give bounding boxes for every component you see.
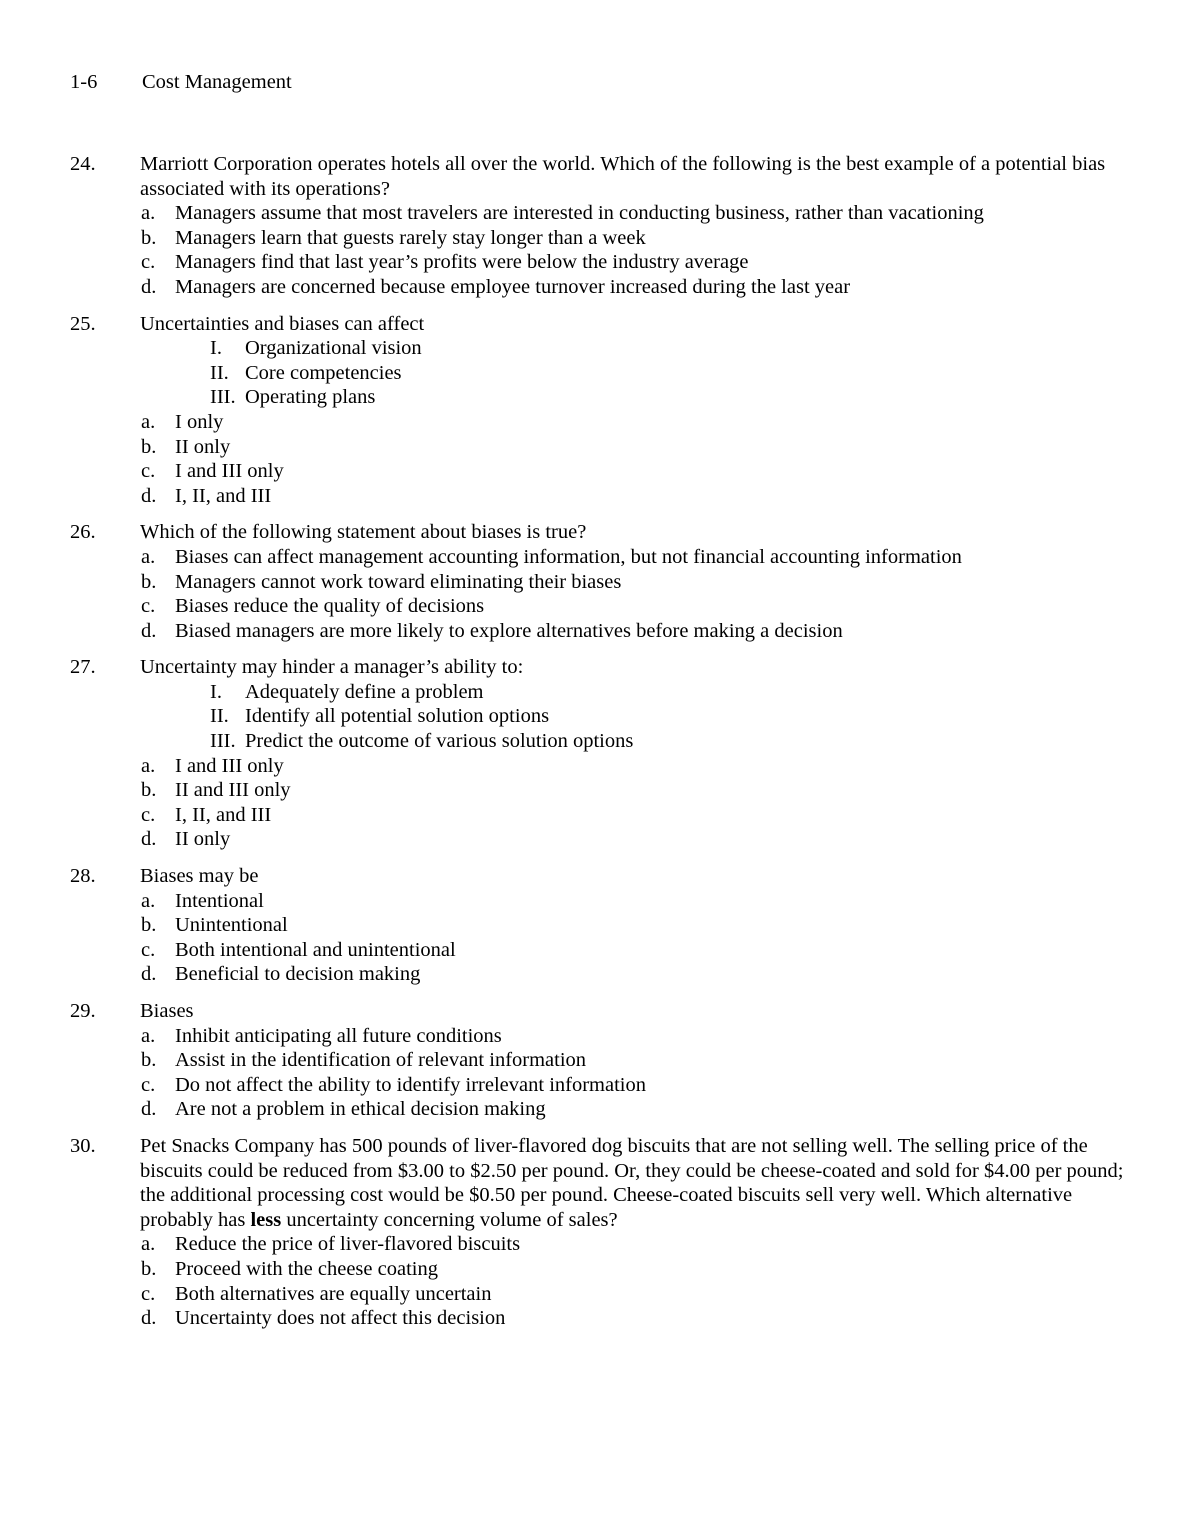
answer-options <box>140 410 1130 508</box>
option-letter: c. <box>141 1282 156 1305</box>
answer-options <box>140 889 1130 987</box>
question-text: Biases may be <box>140 865 259 888</box>
option-text: Biased managers are more likely to explore alternatives before making a decision <box>175 619 843 642</box>
answer-option <box>140 226 1130 251</box>
option-text: Managers are concerned because employee turnover increased during the last year <box>175 275 851 298</box>
answer-option <box>140 803 1130 828</box>
question-text: Marriott Corporation operates hotels all over the world. Which of the following is the best example of a potential bias associated with its operations? <box>140 153 1106 200</box>
option-text: Managers find that last year’s profits were below the industry average <box>175 251 749 274</box>
option-letter: b. <box>141 779 157 802</box>
answer-option <box>140 913 1130 938</box>
answer-option <box>140 1097 1130 1122</box>
question-text: Uncertainty may hinder a manager’s ability to: <box>140 656 524 679</box>
option-text: I and III only <box>175 460 284 483</box>
question-text: Which of the following statement about biases is true? <box>140 521 587 544</box>
answer-option <box>140 594 1130 619</box>
answer-option <box>140 962 1130 987</box>
statement-label: III. <box>210 386 236 409</box>
option-letter: d. <box>141 275 157 298</box>
answer-options <box>140 545 1130 643</box>
option-text: II and III only <box>175 779 291 802</box>
option-text: Biases can affect management accounting information, but not financial accounting information <box>175 545 962 568</box>
statement-list <box>140 680 1130 754</box>
statement-label: I. <box>210 337 222 360</box>
statement-label: II. <box>210 361 229 384</box>
answer-option <box>140 1073 1130 1098</box>
statement-text: Predict the outcome of various solution options <box>245 730 634 753</box>
question-27 <box>70 655 1130 852</box>
option-letter: a. <box>141 545 156 568</box>
option-text: I only <box>175 410 224 433</box>
question-number: 25. <box>70 312 96 335</box>
question-number: 30. <box>70 1134 96 1157</box>
statement-list <box>140 336 1130 410</box>
answer-option <box>140 250 1130 275</box>
question-number: 27. <box>70 656 96 679</box>
option-text: I and III only <box>175 754 284 777</box>
answer-option <box>140 827 1130 852</box>
question-29 <box>70 999 1130 1122</box>
option-letter: d. <box>141 1098 157 1121</box>
question-text <box>140 1134 1130 1232</box>
option-letter: b. <box>141 226 157 249</box>
answer-options <box>140 1232 1130 1330</box>
option-letter: c. <box>141 803 156 826</box>
question-text: Biases <box>140 1000 194 1022</box>
question-number: 26. <box>70 521 96 544</box>
option-letter: d. <box>141 1307 157 1330</box>
option-text: Unintentional <box>175 914 288 937</box>
option-letter: a. <box>141 754 156 777</box>
option-letter: c. <box>141 938 156 961</box>
emphasis-text: less <box>250 1208 282 1231</box>
question-25 <box>70 312 1130 509</box>
option-text: I, II, and III <box>175 484 272 507</box>
answer-option <box>140 1282 1130 1307</box>
answer-options <box>140 754 1130 852</box>
answer-options <box>140 201 1130 299</box>
answer-option <box>140 275 1130 300</box>
option-text: Uncertainty does not affect this decision <box>175 1307 506 1330</box>
answer-option <box>140 754 1130 779</box>
option-letter: a. <box>141 202 156 225</box>
statement-text: Organizational vision <box>245 337 422 360</box>
option-text: Both alternatives are equally uncertain <box>175 1282 492 1305</box>
question-number: 28. <box>70 865 96 888</box>
answer-option <box>140 459 1130 484</box>
statement-text: Adequately define a problem <box>245 680 484 703</box>
statement-text: Identify all potential solution options <box>245 705 550 728</box>
answer-option <box>140 1048 1130 1073</box>
option-letter: b. <box>141 570 157 593</box>
answer-option <box>140 938 1130 963</box>
statement-item <box>140 704 1130 729</box>
question-number: 29. <box>70 1000 96 1022</box>
option-letter: a. <box>141 1233 156 1256</box>
option-text: Managers learn that guests rarely stay longer than a week <box>175 226 646 249</box>
option-letter: c. <box>141 1073 156 1096</box>
option-text: I, II, and III <box>175 803 272 826</box>
answer-options <box>140 1024 1130 1122</box>
answer-option <box>140 1232 1130 1257</box>
statement-item <box>140 385 1130 410</box>
option-letter: d. <box>141 963 157 986</box>
option-text: Proceed with the cheese coating <box>175 1257 438 1280</box>
statement-item <box>140 361 1130 386</box>
page-number: 1-6 <box>70 71 98 93</box>
statement-label: I. <box>210 680 222 703</box>
option-letter: c. <box>141 251 156 274</box>
option-text: Inhibit anticipating all future conditions <box>175 1024 502 1047</box>
statement-item <box>140 729 1130 754</box>
option-text: Biases reduce the quality of decisions <box>175 595 485 618</box>
option-letter: b. <box>141 435 157 458</box>
option-text: Intentional <box>175 889 264 912</box>
statement-label: II. <box>210 705 229 728</box>
question-text-part: Pet Snacks Company has 500 pounds of liver-flavored dog biscuits that are not selling well. The selling price of the biscuits could be reduced from $3.00 to $2.50 per pound. Or, they could be cheese-coated and sold for $4.00 per pound; the additional processing cost would be $0.50 per pound. Cheese-coated biscuits sell very well. Which alternative probably has <box>140 1134 1124 1231</box>
answer-option <box>140 778 1130 803</box>
option-text: Assist in the identification of relevant information <box>175 1049 587 1072</box>
answer-option <box>140 484 1130 509</box>
answer-option <box>140 201 1130 226</box>
statement-text: Operating plans <box>245 386 376 409</box>
statement-item <box>140 336 1130 361</box>
statement-item <box>140 680 1130 705</box>
page-header <box>70 70 292 94</box>
option-letter: a. <box>141 889 156 912</box>
option-text: Both intentional and unintentional <box>175 938 456 961</box>
option-letter: a. <box>141 410 156 433</box>
answer-option <box>140 1024 1130 1049</box>
answer-option <box>140 889 1130 914</box>
question-30 <box>70 1134 1130 1331</box>
question-number: 24. <box>70 153 96 175</box>
answer-option <box>140 435 1130 460</box>
answer-option <box>140 570 1130 595</box>
option-letter: b. <box>141 1049 157 1072</box>
option-text: Are not a problem in ethical decision making <box>175 1098 546 1121</box>
option-text: Managers cannot work toward eliminating their biases <box>175 570 622 593</box>
question-24 <box>70 152 1130 300</box>
option-letter: d. <box>141 484 157 507</box>
question-28 <box>70 864 1130 987</box>
statement-label: III. <box>210 730 236 753</box>
option-text: II only <box>175 828 231 851</box>
option-text: II only <box>175 435 231 458</box>
option-text: Do not affect the ability to identify irrelevant information <box>175 1073 646 1096</box>
page-title: Cost Management <box>142 71 292 93</box>
answer-option <box>140 410 1130 435</box>
option-text: Managers assume that most travelers are interested in conducting business, rather than vacationing <box>175 202 984 225</box>
option-text: Beneficial to decision making <box>175 963 421 986</box>
option-letter: b. <box>141 1257 157 1280</box>
question-26 <box>70 520 1130 643</box>
question-list <box>70 152 1130 1343</box>
statement-text: Core competencies <box>245 361 402 384</box>
option-letter: b. <box>141 914 157 937</box>
answer-option <box>140 1306 1130 1331</box>
option-letter: a. <box>141 1024 156 1047</box>
option-text: Reduce the price of liver-flavored biscuits <box>175 1233 521 1256</box>
option-letter: c. <box>141 595 156 618</box>
question-text: Uncertainties and biases can affect <box>140 312 425 335</box>
option-letter: c. <box>141 460 156 483</box>
answer-option <box>140 1257 1130 1282</box>
option-letter: d. <box>141 619 157 642</box>
question-text-part: uncertainty concerning volume of sales? <box>281 1208 618 1231</box>
answer-option <box>140 619 1130 644</box>
answer-option <box>140 545 1130 570</box>
option-letter: d. <box>141 828 157 851</box>
